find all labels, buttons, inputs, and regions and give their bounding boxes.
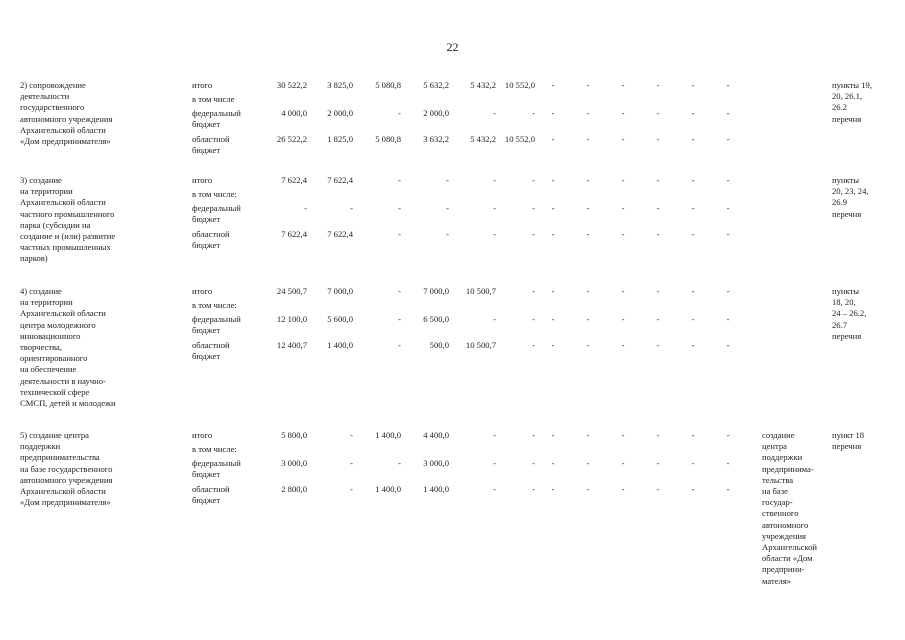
empty-cell-mark: - [656, 175, 660, 185]
budget-value: - [446, 229, 449, 239]
budget-value: 5 800,0 [281, 430, 307, 440]
empty-cell-mark: - [726, 286, 730, 296]
list-reference: пункт 18 перечня [832, 430, 865, 452]
budget-source-label: областной бюджет [192, 134, 230, 156]
budget-value: 2 000,0 [327, 108, 353, 118]
budget-source-label: в том числе: [192, 189, 237, 199]
budget-value: 26 522,2 [276, 134, 307, 144]
empty-cell-mark: - [621, 340, 625, 350]
empty-cell-mark: - [551, 286, 555, 296]
budget-value: - [493, 314, 496, 324]
budget-value: 3 000,0 [281, 458, 307, 468]
task-name: 3) создание на территории Архангельской области частного промышленного парка (субсидии на создание и (или) развитие частных промышленных парков) [20, 175, 116, 264]
budget-source-label: федеральный бюджет [192, 203, 241, 225]
budget-value: - [350, 484, 353, 494]
empty-cell-mark: - [551, 134, 555, 144]
budget-value: - [532, 229, 535, 239]
list-reference: пункты 19, 20, 26.1, 26.2 перечня [832, 80, 872, 124]
budget-value: 7 000,0 [423, 286, 449, 296]
empty-cell-mark: - [586, 175, 590, 185]
budget-value: - [304, 203, 307, 213]
empty-cell-mark: - [726, 203, 730, 213]
budget-value: - [398, 458, 401, 468]
budget-value: - [398, 108, 401, 118]
empty-cell-mark: - [621, 286, 625, 296]
empty-cell-mark: - [586, 203, 590, 213]
empty-cell-mark: - [551, 484, 555, 494]
empty-cell-mark: - [726, 108, 730, 118]
budget-value: 24 500,7 [276, 286, 307, 296]
budget-value: - [446, 175, 449, 185]
empty-cell-mark: - [621, 80, 625, 90]
budget-value: - [532, 314, 535, 324]
empty-cell-mark: - [586, 80, 590, 90]
budget-value: 4 000,0 [281, 108, 307, 118]
budget-value: - [398, 340, 401, 350]
empty-cell-mark: - [691, 108, 695, 118]
budget-value: - [532, 458, 535, 468]
empty-cell-mark: - [586, 108, 590, 118]
empty-cell-mark: - [691, 484, 695, 494]
budget-source-label: областной бюджет [192, 340, 230, 362]
budget-value: 1 400,0 [375, 484, 401, 494]
empty-cell-mark: - [726, 484, 730, 494]
page-number: 22 [446, 40, 459, 54]
expected-result: создание центра поддержки предпринима- тельства на базе государ- ственного автономного учреждения Архангельской области «Дом предприни- мателя» [762, 430, 817, 586]
empty-cell-mark: - [621, 484, 625, 494]
budget-value: 7 622,4 [281, 175, 307, 185]
budget-value: - [493, 458, 496, 468]
empty-cell-mark: - [621, 134, 625, 144]
empty-cell-mark: - [586, 314, 590, 324]
budget-value: 4 400,0 [423, 430, 449, 440]
budget-source-label: итого [192, 286, 213, 296]
budget-value: 7 622,4 [281, 229, 307, 239]
empty-cell-mark: - [586, 286, 590, 296]
task-name: 2) сопровождение деятельности государственного автономного учреждения Архангельской области «Дом предпринимателя» [20, 80, 113, 147]
budget-source-label: федеральный бюджет [192, 314, 241, 336]
budget-source-label: в том числе [192, 94, 235, 104]
empty-cell-mark: - [621, 229, 625, 239]
empty-cell-mark: - [586, 458, 590, 468]
budget-source-label: в том числе: [192, 300, 237, 310]
empty-cell-mark: - [551, 314, 555, 324]
budget-value: - [493, 108, 496, 118]
budget-source-label: областной бюджет [192, 484, 230, 506]
budget-value: 5 080,8 [375, 80, 401, 90]
empty-cell-mark: - [656, 286, 660, 296]
budget-value: 500,0 [429, 340, 449, 350]
budget-value: 3 000,0 [423, 458, 449, 468]
empty-cell-mark: - [551, 430, 555, 440]
budget-value: 1 825,0 [327, 134, 353, 144]
task-name: 4) создание на территории Архангельской области центра молодежного инновационного творчества, ориентированного на обеспечение деятельности в научно- технической сфере СМСП, детей и молодежи [20, 286, 116, 409]
budget-value: 10 552,0 [504, 80, 535, 90]
empty-cell-mark: - [551, 80, 555, 90]
empty-cell-mark: - [691, 458, 695, 468]
empty-cell-mark: - [551, 203, 555, 213]
budget-value: - [350, 430, 353, 440]
budget-source-label: в том числе: [192, 444, 237, 454]
list-reference: пункты 20, 23, 24, 26.9 перечня [832, 175, 869, 219]
empty-cell-mark: - [726, 314, 730, 324]
budget-value: 1 400,0 [423, 484, 449, 494]
empty-cell-mark: - [586, 484, 590, 494]
empty-cell-mark: - [656, 484, 660, 494]
empty-cell-mark: - [586, 340, 590, 350]
budget-value: - [532, 203, 535, 213]
empty-cell-mark: - [656, 340, 660, 350]
budget-value: 30 522,2 [276, 80, 307, 90]
empty-cell-mark: - [691, 203, 695, 213]
budget-source-label: федеральный бюджет [192, 108, 241, 130]
budget-value: 5 600,0 [327, 314, 353, 324]
empty-cell-mark: - [656, 314, 660, 324]
budget-value: 2 800,0 [281, 484, 307, 494]
empty-cell-mark: - [691, 175, 695, 185]
empty-cell-mark: - [551, 175, 555, 185]
budget-value: - [493, 430, 496, 440]
budget-value: 2 000,0 [423, 108, 449, 118]
budget-value: - [350, 203, 353, 213]
empty-cell-mark: - [691, 430, 695, 440]
budget-value: 12 100,0 [276, 314, 307, 324]
budget-value: - [532, 484, 535, 494]
empty-cell-mark: - [656, 203, 660, 213]
empty-cell-mark: - [656, 80, 660, 90]
budget-value: 3 825,0 [327, 80, 353, 90]
empty-cell-mark: - [726, 458, 730, 468]
empty-cell-mark: - [691, 286, 695, 296]
empty-cell-mark: - [586, 134, 590, 144]
budget-value: 12 400,7 [276, 340, 307, 350]
budget-value: - [493, 229, 496, 239]
empty-cell-mark: - [551, 229, 555, 239]
empty-cell-mark: - [726, 175, 730, 185]
budget-value: - [493, 175, 496, 185]
budget-value: - [532, 340, 535, 350]
empty-cell-mark: - [691, 314, 695, 324]
budget-value: 7 622,4 [327, 229, 353, 239]
budget-value: - [532, 286, 535, 296]
budget-value: 10 552,0 [504, 134, 535, 144]
task-name: 5) создание центра поддержки предпринимательства на базе государственного автономного учреждения Архангельской области «Дом предпринимателя» [20, 430, 113, 508]
empty-cell-mark: - [656, 458, 660, 468]
budget-source-label: итого [192, 175, 213, 185]
budget-value: 10 500,7 [465, 286, 496, 296]
empty-cell-mark: - [586, 430, 590, 440]
budget-value: 3 632,2 [423, 134, 449, 144]
empty-cell-mark: - [656, 430, 660, 440]
budget-value: 6 500,0 [423, 314, 449, 324]
empty-cell-mark: - [621, 314, 625, 324]
budget-value: - [398, 229, 401, 239]
budget-value: - [398, 286, 401, 296]
budget-value: 5 432,2 [470, 134, 496, 144]
empty-cell-mark: - [656, 134, 660, 144]
empty-cell-mark: - [691, 80, 695, 90]
budget-value: - [398, 314, 401, 324]
empty-cell-mark: - [621, 108, 625, 118]
empty-cell-mark: - [691, 229, 695, 239]
budget-source-label: итого [192, 80, 213, 90]
budget-value: 10 500,7 [465, 340, 496, 350]
budget-value: 5 632,2 [423, 80, 449, 90]
budget-value: - [398, 203, 401, 213]
empty-cell-mark: - [586, 229, 590, 239]
empty-cell-mark: - [551, 340, 555, 350]
budget-value: - [493, 484, 496, 494]
empty-cell-mark: - [726, 134, 730, 144]
budget-value: - [532, 175, 535, 185]
budget-value: 1 400,0 [375, 430, 401, 440]
empty-cell-mark: - [551, 108, 555, 118]
empty-cell-mark: - [656, 108, 660, 118]
budget-value: - [446, 203, 449, 213]
budget-value: - [532, 430, 535, 440]
budget-value: 5 080,8 [375, 134, 401, 144]
budget-value: 7 622,4 [327, 175, 353, 185]
empty-cell-mark: - [621, 430, 625, 440]
empty-cell-mark: - [726, 340, 730, 350]
empty-cell-mark: - [726, 430, 730, 440]
empty-cell-mark: - [691, 134, 695, 144]
budget-source-label: итого [192, 430, 213, 440]
empty-cell-mark: - [621, 458, 625, 468]
empty-cell-mark: - [726, 80, 730, 90]
budget-value: 7 000,0 [327, 286, 353, 296]
empty-cell-mark: - [551, 458, 555, 468]
empty-cell-mark: - [656, 229, 660, 239]
empty-cell-mark: - [621, 203, 625, 213]
budget-value: - [532, 108, 535, 118]
empty-cell-mark: - [691, 340, 695, 350]
empty-cell-mark: - [726, 229, 730, 239]
empty-cell-mark: - [621, 175, 625, 185]
budget-value: 5 432,2 [470, 80, 496, 90]
budget-value: 1 400,0 [327, 340, 353, 350]
budget-value: - [398, 175, 401, 185]
budget-value: - [350, 458, 353, 468]
budget-source-label: федеральный бюджет [192, 458, 241, 480]
budget-value: - [493, 203, 496, 213]
list-reference: пункты 18, 20, 24 – 26.2, 26.7 перечня [832, 286, 867, 341]
budget-source-label: областной бюджет [192, 229, 230, 251]
